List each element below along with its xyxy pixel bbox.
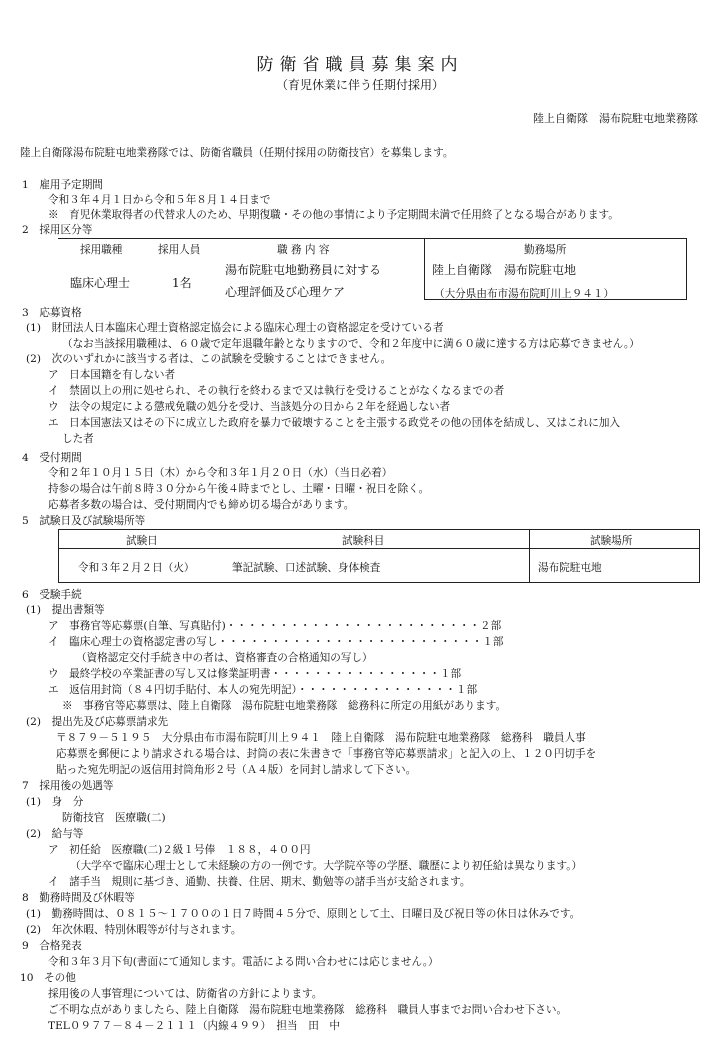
contact-phone: TEL０９７７－８４－２１１１（内線４９９） 担当 田 中 — [48, 1020, 340, 1032]
cell-num: 1名 — [172, 276, 192, 290]
exam-header-place: 試験場所 — [590, 535, 633, 547]
exam-date: 令和３年２月２日（火） — [78, 562, 195, 574]
page-subtitle: （育児休業に伴う任期付採用） — [275, 78, 444, 92]
page-title: 防衛省職員募集案内 — [256, 55, 464, 75]
reception-note: 応募者多数の場合は、受付期間内でも締め切る場合があります。 — [48, 499, 355, 511]
announcement: 令和３年３月下旬(書面にて通知します。電話による問い合わせには応じません。） — [48, 956, 439, 968]
section-8-heading: 8 勤務時間及び休暇等 — [22, 892, 135, 904]
submit-heading: (2) 提出先及び応募票請求先 — [26, 716, 169, 728]
cell-duty-1: 湯布院駐屯地勤務員に対する — [225, 263, 382, 277]
reception-period: 令和２年１０月１５日（木）から令和３年１月２０日（水）（当日必着） — [48, 467, 393, 479]
disq-u: ウ 法令の規定による懲戒免職の処分を受け、当該処分の日から２年を経過しない者 — [48, 401, 451, 413]
qual-item-1: (1) 財団法人日本臨床心理士資格認定協会による臨床心理士の資格認定を受けている者 — [26, 322, 444, 334]
salary-initial: ア 初任給 医療職(二)２級１号俸 １８８，４００円 — [48, 844, 311, 856]
disq-i: イ 禁固以上の刑に処せられ、その執行を終わるまで又は執行を受けることがなくなるまでの者 — [48, 385, 505, 397]
request-line-1: 応募票を郵便により請求される場合は、封筒の表に朱書きで「事務官等応募票請求」と記入の上、１２０円切手を — [56, 748, 597, 760]
employment-note: ※ 育児休業取得者の代替求人のため、早期復職・その他の事情により予定期間未満で任用終了となる場合があります。 — [48, 209, 619, 221]
job-table-divider — [424, 238, 425, 300]
other-2: ご不明な点がありましたら、陸上自衛隊 湯布院駐屯地業務隊 総務科 職員人事までお問い合わせ下さい。 — [48, 1004, 568, 1016]
header-num: 採用人員 — [158, 244, 201, 256]
section-1-heading: 1 雇用予定期間 — [22, 179, 103, 191]
section-4-heading: 4 受付期間 — [22, 452, 82, 464]
salary-heading: (2) 給与等 — [26, 828, 84, 840]
cell-job: 臨床心理士 — [70, 276, 131, 290]
header-job: 採用職種 — [80, 244, 123, 256]
doc-i: イ 臨床心理士の資格認定書の写し・・・・・・・・・・・・・・・・・・・・・・・・・１部 — [48, 636, 504, 648]
work-hours: (1) 勤務時間は、０８１５～１７００の１日７時間４５分で、原則として土、日曜日及び祝日等の休日は休みです。 — [26, 908, 581, 920]
exam-table-top-border — [58, 529, 700, 530]
section-10-heading: 10 その他 — [20, 972, 76, 984]
section-6-heading: 6 受験手続 — [22, 589, 82, 601]
exam-place: 湯布院駐屯地 — [538, 562, 602, 574]
exam-header-subject: 試験科目 — [342, 535, 385, 547]
docs-heading: (1) 提出書類等 — [26, 604, 105, 616]
allowances: イ 諸手当 規則に基づき、通勤、扶養、住居、期末、勤勉等の諸手当が支給されます。 — [48, 876, 471, 888]
leave: (2) 年次休暇、特別休暇等が付与されます。 — [26, 924, 242, 936]
cell-place-1: 陸上自衛隊 湯布院駐屯地 — [432, 263, 577, 277]
doc-i-note: （資格認定交付手続き中の者は、資格審査の合格通知の写し） — [76, 652, 373, 664]
status-value: 防衛技官 医療職(二) — [62, 812, 166, 824]
doc-note: ※ 事務官等応募票は、陸上自衛隊 湯布院駐屯地業務隊 総務科に所定の用紙があります。 — [62, 700, 507, 712]
header-duty: 職 務 内 容 — [277, 244, 330, 256]
section-3-heading: 3 応募資格 — [22, 307, 82, 319]
exam-header-date: 試験日 — [126, 535, 158, 547]
exam-table-left-border — [58, 529, 59, 583]
qual-item-2: (2) 次のいずれかに該当する者は、この試験を受験することはできません。 — [26, 353, 392, 365]
doc-u: ウ 最終学校の卒業証書の写し又は修業証明書・・・・・・・・・・・・・・・・１部 — [48, 668, 462, 680]
salary-note: （大学卒で臨床心理士として未経験の方の一例です。大学院卒等の学歴、職歴により初任給は異なります。） — [70, 860, 583, 872]
disq-a: ア 日本国籍を有しない者 — [48, 369, 176, 381]
cell-duty-2: 心理評価及び心理ケア — [225, 285, 346, 299]
qual-item-1-note: （なお当該採用職種は、６０歳で定年退職年齢となりますので、令和２年度中に満６０歳に達する方は応募できません。） — [62, 338, 640, 350]
job-table-right-border — [686, 238, 687, 300]
reception-hours: 持参の場合は午前８時３０分から午後４時までとし、土曜・日曜・祝日を除く。 — [48, 483, 430, 495]
status-heading: (1) 身 分 — [26, 796, 84, 808]
issuing-org: 陸上自衛隊 湯布院駐屯地業務隊 — [533, 112, 698, 125]
exam-subjects: 筆記試験、口述試験、身体検査 — [232, 562, 381, 574]
exam-table-header-border — [58, 548, 700, 549]
header-place: 勤務場所 — [524, 244, 567, 256]
section-7-heading: 7 採用後の処遇等 — [22, 780, 114, 792]
exam-table-divider — [529, 529, 530, 583]
other-1: 採用後の人事管理については、防衛省の方針によります。 — [48, 988, 323, 1000]
section-5-heading: 5 試験日及び試験場所等 — [22, 515, 146, 527]
job-table-top-border — [58, 238, 687, 239]
section-2-heading: 2 採用区分等 — [22, 224, 93, 236]
exam-table-right-border — [699, 529, 700, 583]
cell-place-2: （大分県由布市湯布院町川上９４１） — [434, 288, 615, 300]
doc-e: エ 返信用封筒（８４円切手貼付、本人の宛先明記）・・・・・・・・・・・・・・・１部 — [48, 684, 478, 696]
doc-a: ア 事務官等応募票(自筆、写真貼付)・・・・・・・・・・・・・・・・・・・・・・・・２部 — [48, 620, 502, 632]
employment-period: 令和３年４月１日から令和５年８月１４日まで — [48, 194, 271, 206]
submit-address: 〒８７９－５１９５ 大分県由布市湯布院町川上９４１ 陸上自衛隊 湯布院駐屯地業務隊 総務科 職員人事 — [56, 732, 586, 744]
exam-table-bottom-border — [58, 582, 700, 583]
disq-e-1: エ 日本国憲法又はその下に成立した政府を暴力で破壊することを主張する政党その他の団体を結成し、又はこれに加入 — [48, 417, 621, 429]
section-9-heading: 9 合格発表 — [22, 940, 82, 952]
request-line-2: 貼った宛先明記の返信用封筒角形２号（Ａ４版）を同封し請求して下さい。 — [56, 764, 417, 776]
intro-text: 陸上自衛隊湯布院駐屯地業務隊では、防衛省職員（任期付採用の防衛技官）を募集します。 — [20, 147, 454, 159]
disq-e-2: した者 — [62, 433, 94, 445]
